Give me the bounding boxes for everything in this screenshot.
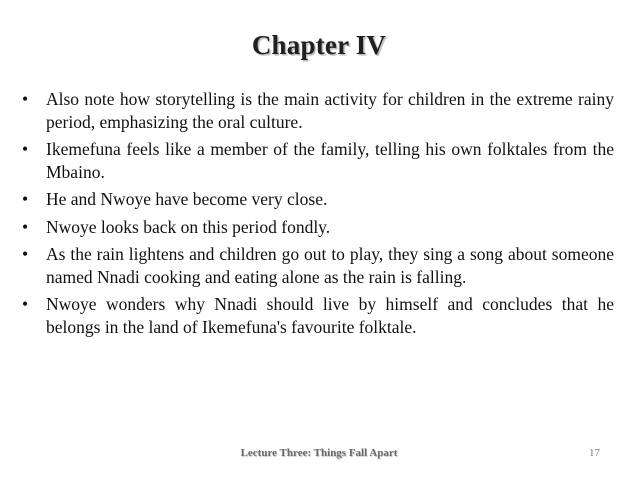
bullet-text: He and Nwoye have become very close. [46,189,328,209]
footer-lecture-title: Lecture Three: Things Fall Apart [240,447,398,459]
bullet-icon: • [22,189,29,209]
bullet-text: Nwoye looks back on this period fondly. [46,216,331,237]
bullet-text: Nwoye wonders why Nnadi should live by himself and concludes that he belongs in the land of Ikemefuna's favourite folktale. [46,294,614,337]
bullet-item [22,293,614,338]
slide-title: Chapter IV [251,30,387,60]
page-number: 17 [589,447,600,459]
footer [0,447,638,467]
bullet-item [22,138,614,183]
bullet-list [22,88,614,343]
bullet-icon: • [22,89,29,109]
bullet-item [22,243,614,288]
bullet-icon: • [22,139,29,159]
bullet-text: Also note how storytelling is the main activity for children in the extreme rainy period, emphasizing the oral culture. [46,89,614,132]
bullet-item [22,88,614,133]
bullet-icon: • [22,244,29,264]
bullet-item [22,188,614,211]
bullet-icon: • [22,216,29,237]
bullet-text: Ikemefuna feels like a member of the family, telling his own folktales from the Mbaino. [46,139,614,182]
bullet-text: As the rain lightens and children go out to play, they sing a song about someone named Nnadi cooking and eating alone as the rain is falling. [46,244,614,287]
bullet-item [22,216,614,239]
bullet-icon: • [22,294,29,314]
